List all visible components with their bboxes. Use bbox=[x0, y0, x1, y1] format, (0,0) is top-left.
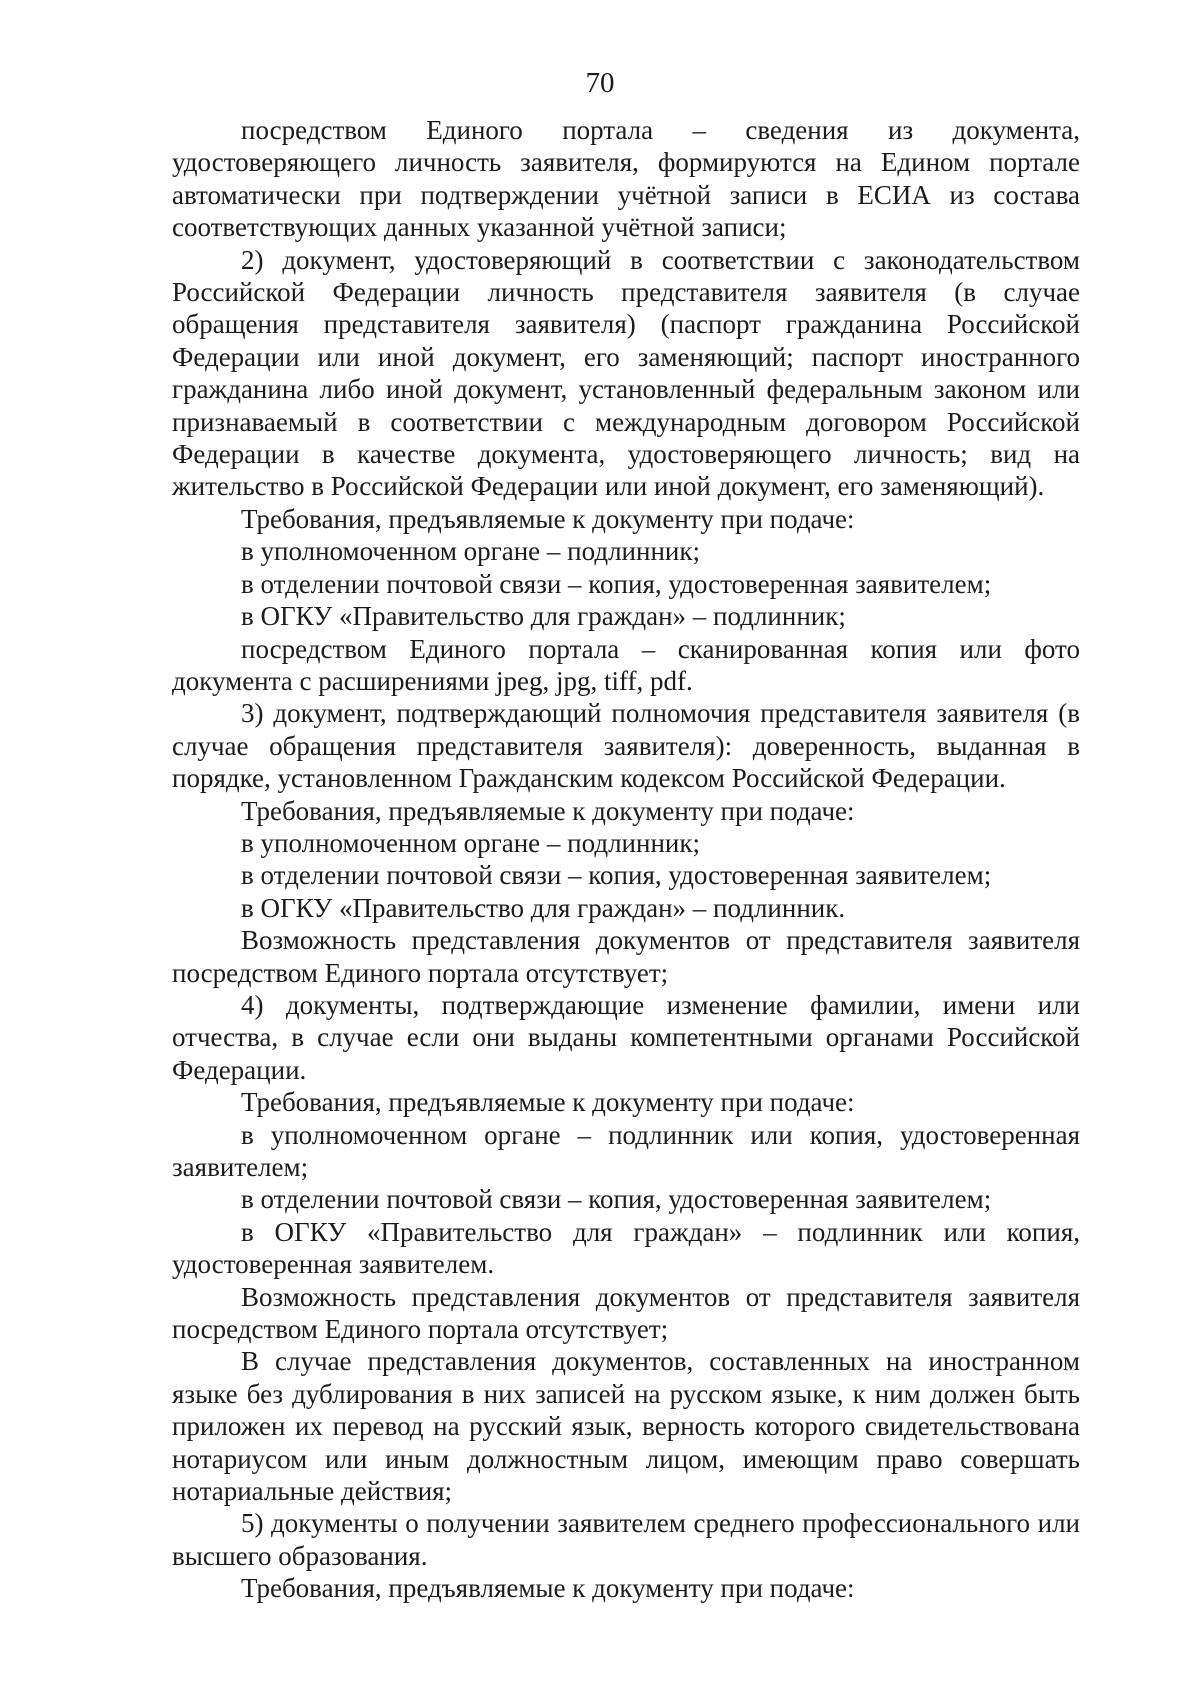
paragraph: Возможность представления документов от представителя заявителя посредством Единого портала отсутствует; bbox=[172, 925, 1080, 988]
paragraph: Требования, предъявляемые к документу при подаче: bbox=[241, 1087, 855, 1118]
paragraph: в уполномоченном органе – подлинник или копия, удостоверенная заявителем; bbox=[172, 1119, 1080, 1182]
paragraph: в ОГКУ «Правительство для граждан» – подлинник или копия, удостоверенная заявителем. bbox=[172, 1216, 1080, 1280]
paragraph: в уполномоченном органе – подлинник; bbox=[241, 827, 700, 858]
paragraph: 4) документы, подтверждающие изменение фамилии, имени или отчества, в случае если они выданы компетентными органами Российской Федерации. bbox=[172, 989, 1080, 1085]
paragraph: в ОГКУ «Правительство для граждан» – подлинник; bbox=[241, 601, 846, 632]
paragraph: в ОГКУ «Правительство для граждан» – подлинник. bbox=[241, 892, 846, 923]
paragraph: Требования, предъявляемые к документу при подаче: bbox=[241, 795, 855, 826]
paragraph: Требования, предъявляемые к документу при подаче: bbox=[241, 1573, 855, 1604]
paragraph: в отделении почтовой связи – копия, удостоверенная заявителем; bbox=[241, 1184, 992, 1215]
paragraph: в уполномоченном органе – подлинник; bbox=[241, 536, 700, 567]
paragraph: Возможность представления документов от представителя заявителя посредством Единого портала отсутствует; bbox=[172, 1281, 1080, 1345]
paragraph: Требования, предъявляемые к документу при подаче: bbox=[241, 503, 855, 534]
paragraph: посредством Единого портала – сканированная копия или фото документа с расширениями jpeg, jpg, tiff, pdf. bbox=[172, 633, 1080, 696]
page-number: 70 bbox=[585, 67, 615, 99]
paragraph: 5) документы о получении заявителем среднего профессионального или высшего образования. bbox=[172, 1508, 1080, 1571]
document-body bbox=[172, 114, 1080, 1605]
paragraph: 2) документ, удостоверяющий в соответствии с законодательством Российской Федерации личность представителя заявителя (в случае обращения представителя заявителя) (паспорт гражданина Российской Федерации или иной документ, его заменяющий; паспорт иностранного гражданина либо иной документ, установленный федеральным законом или признаваемый в соответствии с международным договором Российской Федерации в качестве документа, удостоверяющего личность; вид на жительство в Российской Федерации или иной документ, его заменяющий). bbox=[172, 244, 1080, 502]
paragraph: в отделении почтовой связи – копия, удостоверенная заявителем; bbox=[241, 860, 992, 891]
paragraph: 3) документ, подтверждающий полномочия представителя заявителя (в случае обращения представителя заявителя): доверенность, выданная в порядке, установленном Гражданским кодексом Российской Федерации. bbox=[172, 698, 1080, 794]
paragraph: В случае представления документов, составленных на иностранном языке без дублирования в них записей на русском языке, к ним должен быть приложен их перевод на русский язык, верность которого свидетельствована нотариусом или иным должностным лицом, имеющим право совершать нотариальные действия; bbox=[172, 1346, 1080, 1507]
paragraph: посредством Единого портала – сведения из документа, удостоверяющего личность заявителя, формируются на Едином портале автоматически при подтверждении учётной записи в ЕСИА из состава соответствующих данных указанной учётной записи; bbox=[172, 115, 1080, 243]
paragraph: в отделении почтовой связи – копия, удостоверенная заявителем; bbox=[241, 568, 992, 599]
